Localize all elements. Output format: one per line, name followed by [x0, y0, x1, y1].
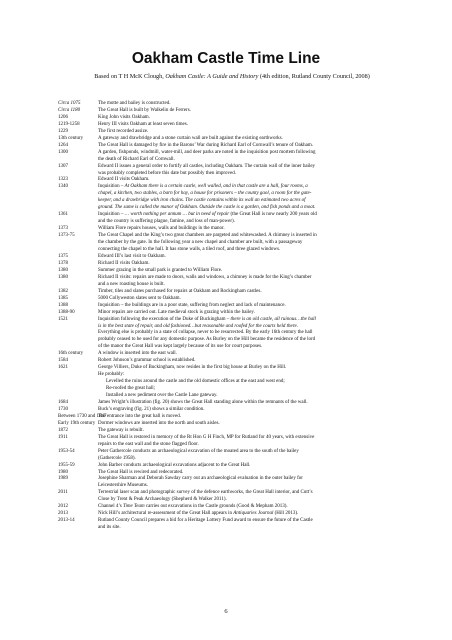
entry-line: He probably: [98, 372, 125, 378]
entry-date: Early 19th century [58, 420, 96, 426]
timeline-entry [58, 164, 398, 178]
entry-description [98, 108, 398, 115]
entry-line: Richard II visits Oakham. [98, 260, 150, 266]
entry-text: Inquisition – [98, 212, 125, 218]
entry-description [98, 164, 398, 178]
entry-date: Between 1730 and 1847 [58, 413, 107, 419]
entry-line: George Villiers, Duke of Buckingham, now resides in the first big house at Burley on the Hill. [98, 365, 287, 371]
entry-date: 1989 [58, 476, 68, 482]
timeline-entry [58, 428, 398, 435]
entry-line: Minor repairs are carried out. Late medieval stock is grazing within the bailey. [98, 309, 255, 315]
entry-description [98, 463, 398, 470]
timeline-entry [58, 303, 398, 310]
entry-line: connecting the chapel to the hall. It has stone walls, a tiled roof, and three glazed windows. [98, 247, 281, 253]
entry-line: King John visits Oakham. [98, 114, 150, 120]
entry-line: The entrance into the great hall is moved. [98, 413, 182, 419]
timeline-entry [58, 470, 398, 477]
timeline-entry [58, 421, 398, 428]
entry-date: Circa 1180 [58, 107, 81, 113]
entry-text: Inquisition – [98, 184, 125, 190]
entry-description [98, 115, 398, 122]
entry-date: 1621 [58, 365, 68, 371]
entry-description [98, 511, 398, 518]
entry-description [98, 261, 398, 268]
entry-line: Leicestershire Museums. [98, 483, 148, 489]
entry-line: Robert Johnson’s grammar school is established. [98, 358, 196, 364]
timeline-entry [58, 296, 398, 303]
entry-line: repairs to the east wall and the stone flagged floor. [98, 441, 199, 447]
entry-date: 1373-75 [58, 233, 75, 239]
timeline-entry [58, 435, 398, 449]
entry-text: (Hill 2013). [273, 511, 299, 517]
entry-line: Everything else is probably in a state of collapse, never to be resurrected. By the early 16th century the hall [98, 330, 313, 336]
entry-line: and a new roasting house is built. [98, 281, 165, 287]
entry-line: William Flore repairs houses, walls and buildings in the manor. [98, 226, 225, 232]
entry-date: 1388-90 [58, 309, 75, 315]
entry-description [98, 518, 398, 532]
entry-date: 1911 [58, 434, 68, 440]
timeline-entry [58, 233, 398, 254]
entry-date: 1206 [58, 114, 68, 120]
entry-description [98, 400, 398, 407]
page-number: 6 [224, 608, 228, 615]
timeline-entry [58, 254, 398, 261]
entry-description [98, 428, 398, 435]
entry-line: The Great Hall is built by Walkelin de Ferrers. [98, 107, 191, 113]
entry-description [98, 289, 398, 296]
entry-line [98, 511, 398, 518]
entry-line: James Wright’s illustration (fig. 20) shows the Great Hall standing alone within the remnants of the wall. [98, 399, 308, 405]
entry-date: 1380 [58, 267, 68, 273]
entry-description [98, 317, 398, 352]
timeline-entry [58, 317, 398, 352]
timeline-entry [58, 449, 398, 463]
entry-line: A gateway and drawbridge and a stone curtain wall are built against the existing earthworks. [98, 135, 283, 141]
entry-line: Dormer windows are inserted into the north and south aisles. [98, 420, 220, 426]
entry-date: 1340 [58, 184, 68, 190]
entry-line: Summer grazing in the small park is granted to William Flore. [98, 267, 223, 273]
entry-line: Installed a new pediment over the Castle Lane gateway. [106, 393, 218, 399]
entry-quote: Time Team [123, 504, 145, 510]
entry-line: Rutland County Council prepares a bid for a Heritage Lottery Fund award to ensure the future of the Castle [98, 518, 313, 524]
timeline-entry [58, 463, 398, 470]
entry-date: 1382 [58, 288, 68, 294]
entry-description [98, 177, 398, 184]
entry-text: Nick Hill’s architectural re-assessment of the Great Hall appears in [98, 511, 234, 517]
entry-description [98, 421, 398, 428]
entry-line: The Great Hall is damaged by fire in the Barons’ War during Richard Earl of Cornwall’s tenure of Oakham. [98, 142, 314, 148]
entry-description [98, 101, 398, 108]
entry-description [98, 407, 398, 414]
entry-date: 1375 [58, 253, 68, 259]
entry-line: Buck’s engraving (fig. 21) shows a similar condition. [98, 406, 205, 412]
timeline-entry [58, 358, 398, 365]
timeline-entry [58, 226, 398, 233]
entry-line: chapel, a kitchen, two stables, a barn for hay, a house for prisoners – the county gaol, a room for the gate- [98, 191, 312, 197]
entry-description [98, 143, 398, 150]
entry-date: 1385 [58, 295, 68, 301]
timeline-entry [58, 150, 398, 164]
timeline-entry [58, 289, 398, 296]
entry-date: 1980 [58, 469, 68, 475]
entry-line: The gateway is rebuilt. [98, 427, 144, 433]
entry-line: Terrestrial laser scan and photographic survey of the defence earthworks, the Great Hall interior, and Cutt’s [98, 490, 313, 496]
entry-date: 1388 [58, 302, 68, 308]
timeline-entry [58, 268, 398, 275]
entry-description [98, 122, 398, 129]
entry-text: Channel 4’s [98, 504, 123, 510]
entry-date: Circa 1075 [58, 101, 81, 106]
entry-line: and the country is suffering plague, famine, and loss of man-power). [98, 219, 235, 225]
entry-line: Richard II visits: repairs are made to doors, walls and windows, a chimney is made for the King’s chamber [98, 274, 312, 280]
entry-description [98, 129, 398, 136]
entry-line [98, 317, 398, 324]
entry-description [98, 303, 398, 310]
entry-line: The Great Chapel and the King’s two great chambers are pargeted and whitewashed. A chimney is inserted in [98, 233, 317, 239]
entry-description [98, 490, 398, 504]
entry-line: Timber, tiles and slates purchased for repairs at Oakham and Rockingham castles. [98, 288, 262, 294]
entry-quote: … worth nothing per annum … but in need of repair [124, 212, 230, 218]
entry-line: A window is inserted into the east wall. [98, 351, 177, 357]
timeline-entry [58, 136, 398, 143]
timeline-entry [58, 129, 398, 136]
entry-date: 1730 [58, 406, 68, 412]
timeline-entry [58, 351, 398, 358]
entry-line [98, 212, 398, 219]
entry-text: (the Great Hall is now nearly 200 years old [229, 212, 317, 218]
entry-line: Edward II issues a general order to fortify all castles, including Oakham. The curtain wall of the inner bailey [98, 163, 316, 169]
entry-date: 1229 [58, 128, 68, 134]
entry-description [98, 476, 398, 490]
entry-date: 1307 [58, 163, 68, 169]
entry-line: Inquisition – the buildings are in a poor state, suffering from neglect and lack of maintenance. [98, 302, 286, 308]
entry-description [98, 296, 398, 303]
entry-date: 2013 [58, 511, 68, 517]
entry-description [98, 150, 398, 164]
timeline-entry [58, 143, 398, 150]
entry-line: the chamber by the gate. In the following year a new chapel and chamber are built, with a passageway [98, 240, 303, 246]
entry-date: 1380 [58, 274, 68, 280]
timeline-entry [58, 101, 398, 108]
entry-text: Inquisition following the execution of the Duke of Buckingham – [98, 316, 231, 322]
entry-date: 1584 [58, 358, 68, 364]
entry-line: A garden, fishponds, windmill, water-mill, and deer parks are noted in the inquisition post mortem following [98, 149, 316, 155]
entry-description [98, 504, 398, 511]
entry-line: and its site. [98, 525, 121, 531]
entry-line: The motte and bailey is constructed. [98, 101, 171, 106]
timeline-entry [58, 212, 398, 226]
timeline-entry [58, 122, 398, 129]
entry-description [98, 254, 398, 261]
entry-description [98, 351, 398, 358]
entry-line: is in the best state of repair, and old fashioned…but reasonable and roofed for the courts held there. [98, 323, 298, 329]
entry-line: The first recorded assize. [98, 128, 149, 134]
citation-prefix: Based on T H McK Clough, [94, 73, 166, 80]
entry-line: Henry III visits Oakham at least seven times. [98, 121, 188, 127]
entry-description [98, 435, 398, 449]
entry-date: 1955-59 [58, 462, 75, 468]
timeline-entry [58, 310, 398, 317]
entry-description [98, 268, 398, 275]
entry-description [98, 275, 398, 289]
entry-description [98, 212, 398, 226]
entry-date: 1378 [58, 260, 68, 266]
entry-line: John Barber conducts archaeological excavations adjacent to the Great Hall. [98, 462, 251, 468]
entry-description [98, 233, 398, 254]
timeline-entry [58, 184, 398, 212]
entry-date: 1219-1258 [58, 121, 80, 127]
entry-description [98, 449, 398, 463]
entry-line: 5000 Collyweston slates sent to Oakham. [98, 295, 181, 301]
entry-date: 1361 [58, 212, 68, 218]
timeline-entry [58, 400, 398, 407]
source-citation [40, 73, 424, 80]
entry-line [98, 504, 398, 511]
entry-line: Close by Trent & Peak Archaeology (Shepherd & Walker 2011). [98, 497, 227, 503]
entry-date: 1684 [58, 399, 68, 405]
entry-date: 13th century [58, 135, 84, 141]
entry-line: The Great Hall is restored in memory of the Rt Hon G H Finch, MP for Rutland for 40 years, with extensive [98, 434, 315, 440]
entry-date: 2011 [58, 490, 68, 496]
entry-quote: Antiquaries Journal [233, 511, 274, 517]
entry-line: probably ceased to be used for any domestic purpose. As Burley on the Hill became the residence of the lord [98, 337, 316, 343]
entry-line: of the manor the Great Hall was kept largely because of its use for court purposes. [98, 344, 263, 350]
timeline-entry [58, 275, 398, 289]
entry-line: Edward III’s last visit to Oakham. [98, 253, 166, 259]
citation-suffix: (4th edition, Rutland County Council, 2008) [258, 73, 370, 80]
entry-date: 2013-14 [58, 518, 75, 524]
entry-line: Re-roofed the great hall; [106, 386, 156, 392]
entry-date: 1872 [58, 427, 68, 433]
entry-description [98, 226, 398, 233]
entry-description [98, 310, 398, 317]
entry-line: Levelled the ruins around the castle and the old domestic offices at the east and west end; [106, 379, 285, 385]
page-title: Oakham Castle Time Line [131, 50, 321, 67]
entry-date: 1323 [58, 177, 68, 183]
timeline-entry [58, 511, 398, 518]
entry-date: 1521 [58, 316, 68, 322]
entry-line: Peter Gathercole conducts an archaeological excavation of the moated area to the south of the bailey [98, 448, 299, 454]
timeline-entry [58, 108, 398, 115]
timeline-entry [58, 177, 398, 184]
timeline-entry [58, 490, 398, 504]
timeline-list [58, 101, 398, 532]
entry-line: Josephine Sharman and Deborah Sawday carry out an archaeological evaluation in the outer bailey for [98, 476, 303, 482]
entry-line: the death of Richard Earl of Cornwall. [98, 156, 175, 162]
timeline-entry [58, 504, 398, 511]
entry-date: 1373 [58, 226, 68, 232]
timeline-entry [58, 414, 398, 421]
entry-line: The Great Hall is rewired and redecorated. [98, 469, 184, 475]
timeline-entry [58, 365, 398, 400]
entry-text: carries out excavations in the Castle grounds (Good & Mepham 2013). [144, 504, 288, 510]
entry-quote: At Oakham there is a certain castle, well walled, and in that castle are a hall, four rooms, a [124, 184, 308, 190]
entry-description [98, 358, 398, 365]
timeline-entry [58, 518, 398, 532]
citation-book-title: Oakham Castle: A Guide and History [165, 73, 259, 80]
timeline-entry [58, 407, 398, 414]
entry-line: Edward II visits Oakham. [98, 177, 150, 183]
entry-quote: there is an old castle, all ruinous…the hall [230, 316, 316, 322]
timeline-entry [58, 476, 398, 490]
entry-description [98, 365, 398, 400]
entry-date: 1953-54 [58, 448, 75, 454]
entry-line: (Gathercole 1958). [98, 455, 136, 461]
entry-line: was probably completed before this date but possibly then improved. [98, 170, 237, 176]
entry-description [98, 184, 398, 212]
entry-date: 2012 [58, 504, 68, 510]
entry-description [98, 414, 398, 421]
entry-date: 1300 [58, 149, 68, 155]
entry-line [98, 184, 398, 191]
entry-description [98, 136, 398, 143]
entry-description [98, 470, 398, 477]
entry-line: ground. The same is called the manor of Oakham. Outside the castle is a garden, and fish ponds and a moat. [98, 205, 316, 211]
timeline-entry [58, 261, 398, 268]
entry-date: 16th century [58, 351, 84, 357]
entry-date: 1264 [58, 142, 68, 148]
timeline-entry [58, 115, 398, 122]
entry-line: keeper, and a drawbridge with iron chains. The castle contains within its wall an estimated two acres of [98, 198, 306, 204]
